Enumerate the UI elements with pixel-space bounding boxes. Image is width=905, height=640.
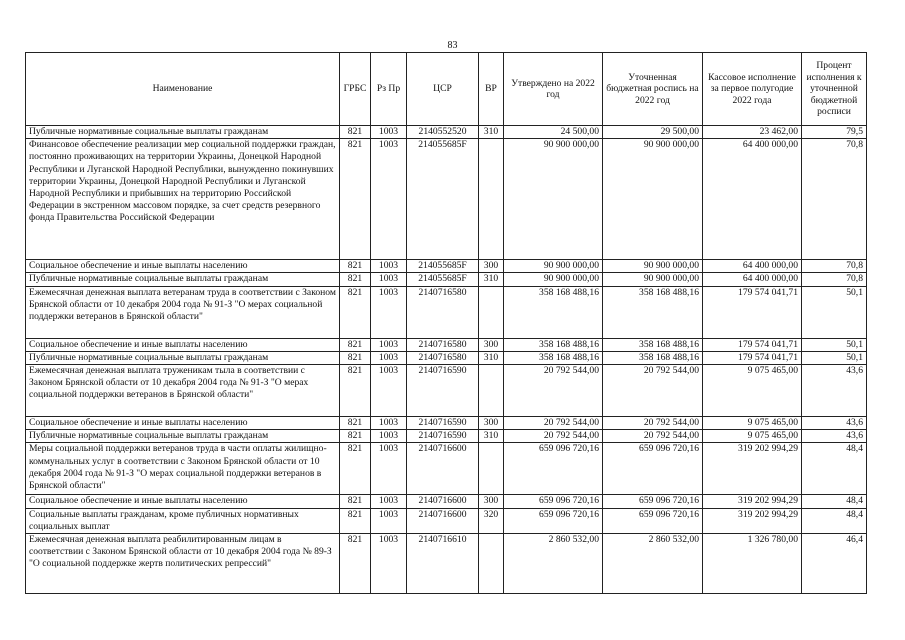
row-executed-cell: 179 574 041,71 (703, 286, 802, 338)
row-vr-cell: 320 (479, 508, 504, 533)
row-percent-cell: 50,1 (802, 338, 867, 351)
row-percent-cell: 43,6 (802, 365, 867, 417)
row-refined-cell: 90 900 000,00 (603, 139, 703, 260)
row-percent-cell: 70,8 (802, 139, 867, 260)
row-approved-cell: 2 860 532,00 (504, 534, 603, 594)
header-percent: Процент исполнения к уточненной бюджетной росписи (802, 53, 867, 126)
row-refined-cell: 659 096 720,16 (603, 508, 703, 533)
row-csr-cell: 214055685F (407, 260, 479, 273)
row-percent-cell: 50,1 (802, 286, 867, 338)
header-name: Наименование (26, 53, 340, 126)
row-grbs-cell: 821 (340, 139, 371, 260)
row-executed-cell: 23 462,00 (703, 126, 802, 139)
row-name-cell: Публичные нормативные социальные выплаты гражданам (26, 273, 340, 286)
row-grbs-cell: 821 (340, 534, 371, 594)
row-approved-cell: 659 096 720,16 (504, 508, 603, 533)
row-grbs-cell: 821 (340, 508, 371, 533)
row-name-cell: Публичные нормативные социальные выплаты гражданам (26, 351, 340, 364)
row-csr-cell: 2140716590 (407, 430, 479, 443)
row-approved-cell: 659 096 720,16 (504, 443, 603, 495)
table-row (26, 126, 867, 139)
row-approved-cell: 20 792 544,00 (504, 365, 603, 417)
row-csr-cell: 2140716590 (407, 417, 479, 430)
row-refined-cell: 20 792 544,00 (603, 365, 703, 417)
row-name-cell: Социальное обеспечение и иные выплаты населению (26, 260, 340, 273)
row-refined-cell: 90 900 000,00 (603, 260, 703, 273)
row-percent-cell: 46,4 (802, 534, 867, 594)
row-name-cell: Социальное обеспечение и иные выплаты населению (26, 495, 340, 508)
row-refined-cell: 358 168 488,16 (603, 286, 703, 338)
table-row (26, 430, 867, 443)
row-percent-cell: 43,6 (802, 417, 867, 430)
row-vr-cell (479, 365, 504, 417)
row-percent-cell: 43,6 (802, 430, 867, 443)
row-vr-cell: 300 (479, 495, 504, 508)
row-executed-cell: 64 400 000,00 (703, 273, 802, 286)
row-vr-cell: 310 (479, 273, 504, 286)
row-csr-cell: 2140552520 (407, 126, 479, 139)
row-rzpr-cell: 1003 (371, 430, 407, 443)
row-approved-cell: 358 168 488,16 (504, 286, 603, 338)
row-grbs-cell: 821 (340, 430, 371, 443)
row-executed-cell: 179 574 041,71 (703, 351, 802, 364)
table-row (26, 273, 867, 286)
row-percent-cell: 48,4 (802, 495, 867, 508)
row-refined-cell: 29 500,00 (603, 126, 703, 139)
row-csr-cell: 2140716600 (407, 508, 479, 533)
row-name-cell: Ежемесячная денежная выплата ветеранам труда в соответствии с Законом Брянской области от 10 декабря 2004 года № 91-З "О мерах социальной поддержки ветеранов в Брянской области" (26, 286, 340, 338)
row-percent-cell: 70,8 (802, 260, 867, 273)
row-grbs-cell: 821 (340, 260, 371, 273)
row-csr-cell: 2140716610 (407, 534, 479, 594)
row-approved-cell: 358 168 488,16 (504, 351, 603, 364)
row-rzpr-cell: 1003 (371, 139, 407, 260)
row-vr-cell: 310 (479, 351, 504, 364)
row-csr-cell: 2140716580 (407, 286, 479, 338)
budget-table (25, 52, 867, 594)
row-grbs-cell: 821 (340, 417, 371, 430)
row-rzpr-cell: 1003 (371, 260, 407, 273)
header-refined: Уточненная бюджетная роспись на 2022 год (603, 53, 703, 126)
row-rzpr-cell: 1003 (371, 338, 407, 351)
row-approved-cell: 24 500,00 (504, 126, 603, 139)
row-csr-cell: 2140716600 (407, 443, 479, 495)
row-vr-cell: 310 (479, 430, 504, 443)
table-row (26, 260, 867, 273)
row-rzpr-cell: 1003 (371, 365, 407, 417)
row-percent-cell: 48,4 (802, 443, 867, 495)
row-executed-cell: 1 326 780,00 (703, 534, 802, 594)
table-row (26, 139, 867, 260)
row-rzpr-cell: 1003 (371, 417, 407, 430)
row-approved-cell: 659 096 720,16 (504, 495, 603, 508)
row-executed-cell: 64 400 000,00 (703, 260, 802, 273)
row-vr-cell: 300 (479, 338, 504, 351)
row-csr-cell: 214055685F (407, 273, 479, 286)
row-percent-cell: 70,8 (802, 273, 867, 286)
row-percent-cell: 79,5 (802, 126, 867, 139)
row-refined-cell: 2 860 532,00 (603, 534, 703, 594)
row-grbs-cell: 821 (340, 495, 371, 508)
page-number: 83 (447, 40, 458, 51)
row-vr-cell (479, 443, 504, 495)
row-approved-cell: 358 168 488,16 (504, 338, 603, 351)
row-vr-cell (479, 534, 504, 594)
row-csr-cell: 214055685F (407, 139, 479, 260)
row-approved-cell: 90 900 000,00 (504, 260, 603, 273)
header-approved: Утверждено на 2022 год (504, 53, 603, 126)
row-csr-cell: 2140716590 (407, 365, 479, 417)
row-refined-cell: 358 168 488,16 (603, 351, 703, 364)
row-percent-cell: 50,1 (802, 351, 867, 364)
row-csr-cell: 2140716580 (407, 338, 479, 351)
row-executed-cell: 9 075 465,00 (703, 430, 802, 443)
row-name-cell: Финансовое обеспечение реализации мер социальной поддержки граждан, постоянно проживающих на территории Украины, Донецкой Народной Республики и Луганской Народной Республики, вынужденно покинувших территории Украины, Донецкой Народной Республики и Луганской Народной Республики и прибывших на территорию Российской Федерации в экстренном массовом порядке, за счет средств резервного фонда Правительства Российской Федерации (26, 139, 340, 260)
table-row (26, 534, 867, 594)
row-rzpr-cell: 1003 (371, 351, 407, 364)
row-name-cell: Публичные нормативные социальные выплаты гражданам (26, 126, 340, 139)
table-row (26, 495, 867, 508)
header-grbs: ГРБС (340, 53, 371, 126)
row-refined-cell: 90 900 000,00 (603, 273, 703, 286)
row-grbs-cell: 821 (340, 286, 371, 338)
row-grbs-cell: 821 (340, 126, 371, 139)
row-executed-cell: 9 075 465,00 (703, 417, 802, 430)
row-vr-cell: 300 (479, 417, 504, 430)
row-refined-cell: 659 096 720,16 (603, 495, 703, 508)
row-csr-cell: 2140716600 (407, 495, 479, 508)
row-grbs-cell: 821 (340, 351, 371, 364)
row-name-cell: Социальные выплаты гражданам, кроме публичных нормативных социальных выплат (26, 508, 340, 533)
table-header (26, 53, 867, 126)
row-name-cell: Ежемесячная денежная выплата труженикам тыла в соответствии с Законом Брянской области от 10 декабря 2004 года № 91-З "О мерах социальной поддержки ветеранов в Брянской области" (26, 365, 340, 417)
row-name-cell: Публичные нормативные социальные выплаты гражданам (26, 430, 340, 443)
row-rzpr-cell: 1003 (371, 286, 407, 338)
row-vr-cell: 300 (479, 260, 504, 273)
row-refined-cell: 20 792 544,00 (603, 430, 703, 443)
header-rzpr: Рз Пр (371, 53, 407, 126)
header-csr: ЦСР (407, 53, 479, 126)
header-vr: ВР (479, 53, 504, 126)
row-executed-cell: 64 400 000,00 (703, 139, 802, 260)
row-approved-cell: 20 792 544,00 (504, 417, 603, 430)
row-executed-cell: 319 202 994,29 (703, 443, 802, 495)
row-executed-cell: 9 075 465,00 (703, 365, 802, 417)
row-refined-cell: 358 168 488,16 (603, 338, 703, 351)
row-grbs-cell: 821 (340, 365, 371, 417)
table-row (26, 365, 867, 417)
table-row (26, 286, 867, 338)
row-grbs-cell: 821 (340, 338, 371, 351)
row-executed-cell: 319 202 994,29 (703, 495, 802, 508)
row-vr-cell (479, 139, 504, 260)
row-rzpr-cell: 1003 (371, 534, 407, 594)
table-row (26, 508, 867, 533)
row-grbs-cell: 821 (340, 443, 371, 495)
row-rzpr-cell: 1003 (371, 495, 407, 508)
row-rzpr-cell: 1003 (371, 273, 407, 286)
row-percent-cell: 48,4 (802, 508, 867, 533)
row-refined-cell: 20 792 544,00 (603, 417, 703, 430)
row-approved-cell: 90 900 000,00 (504, 273, 603, 286)
table-row (26, 351, 867, 364)
row-name-cell: Меры социальной поддержки ветеранов труда в части оплаты жилищно-коммунальных услуг в соответствии с Законом Брянской области от 10 декабря 2004 года № 91-З "О мерах социальной поддержки ветеранов в Брянской области" (26, 443, 340, 495)
row-csr-cell: 2140716580 (407, 351, 479, 364)
row-rzpr-cell: 1003 (371, 126, 407, 139)
row-vr-cell (479, 286, 504, 338)
row-executed-cell: 319 202 994,29 (703, 508, 802, 533)
row-refined-cell: 659 096 720,16 (603, 443, 703, 495)
row-name-cell: Социальное обеспечение и иные выплаты населению (26, 338, 340, 351)
row-rzpr-cell: 1003 (371, 508, 407, 533)
row-name-cell: Социальное обеспечение и иные выплаты населению (26, 417, 340, 430)
row-rzpr-cell: 1003 (371, 443, 407, 495)
row-executed-cell: 179 574 041,71 (703, 338, 802, 351)
table-row (26, 417, 867, 430)
row-name-cell: Ежемесячная денежная выплата реабилитированным лицам в соответствии с Законом Брянской области от 10 декабря 2004 года № 89-З "О социальной поддержке жертв политических репрессий" (26, 534, 340, 594)
table-row (26, 443, 867, 495)
row-approved-cell: 20 792 544,00 (504, 430, 603, 443)
header-executed: Кассовое исполнение за первое полугодие 2022 года (703, 53, 802, 126)
table-row (26, 338, 867, 351)
row-grbs-cell: 821 (340, 273, 371, 286)
row-approved-cell: 90 900 000,00 (504, 139, 603, 260)
row-vr-cell: 310 (479, 126, 504, 139)
